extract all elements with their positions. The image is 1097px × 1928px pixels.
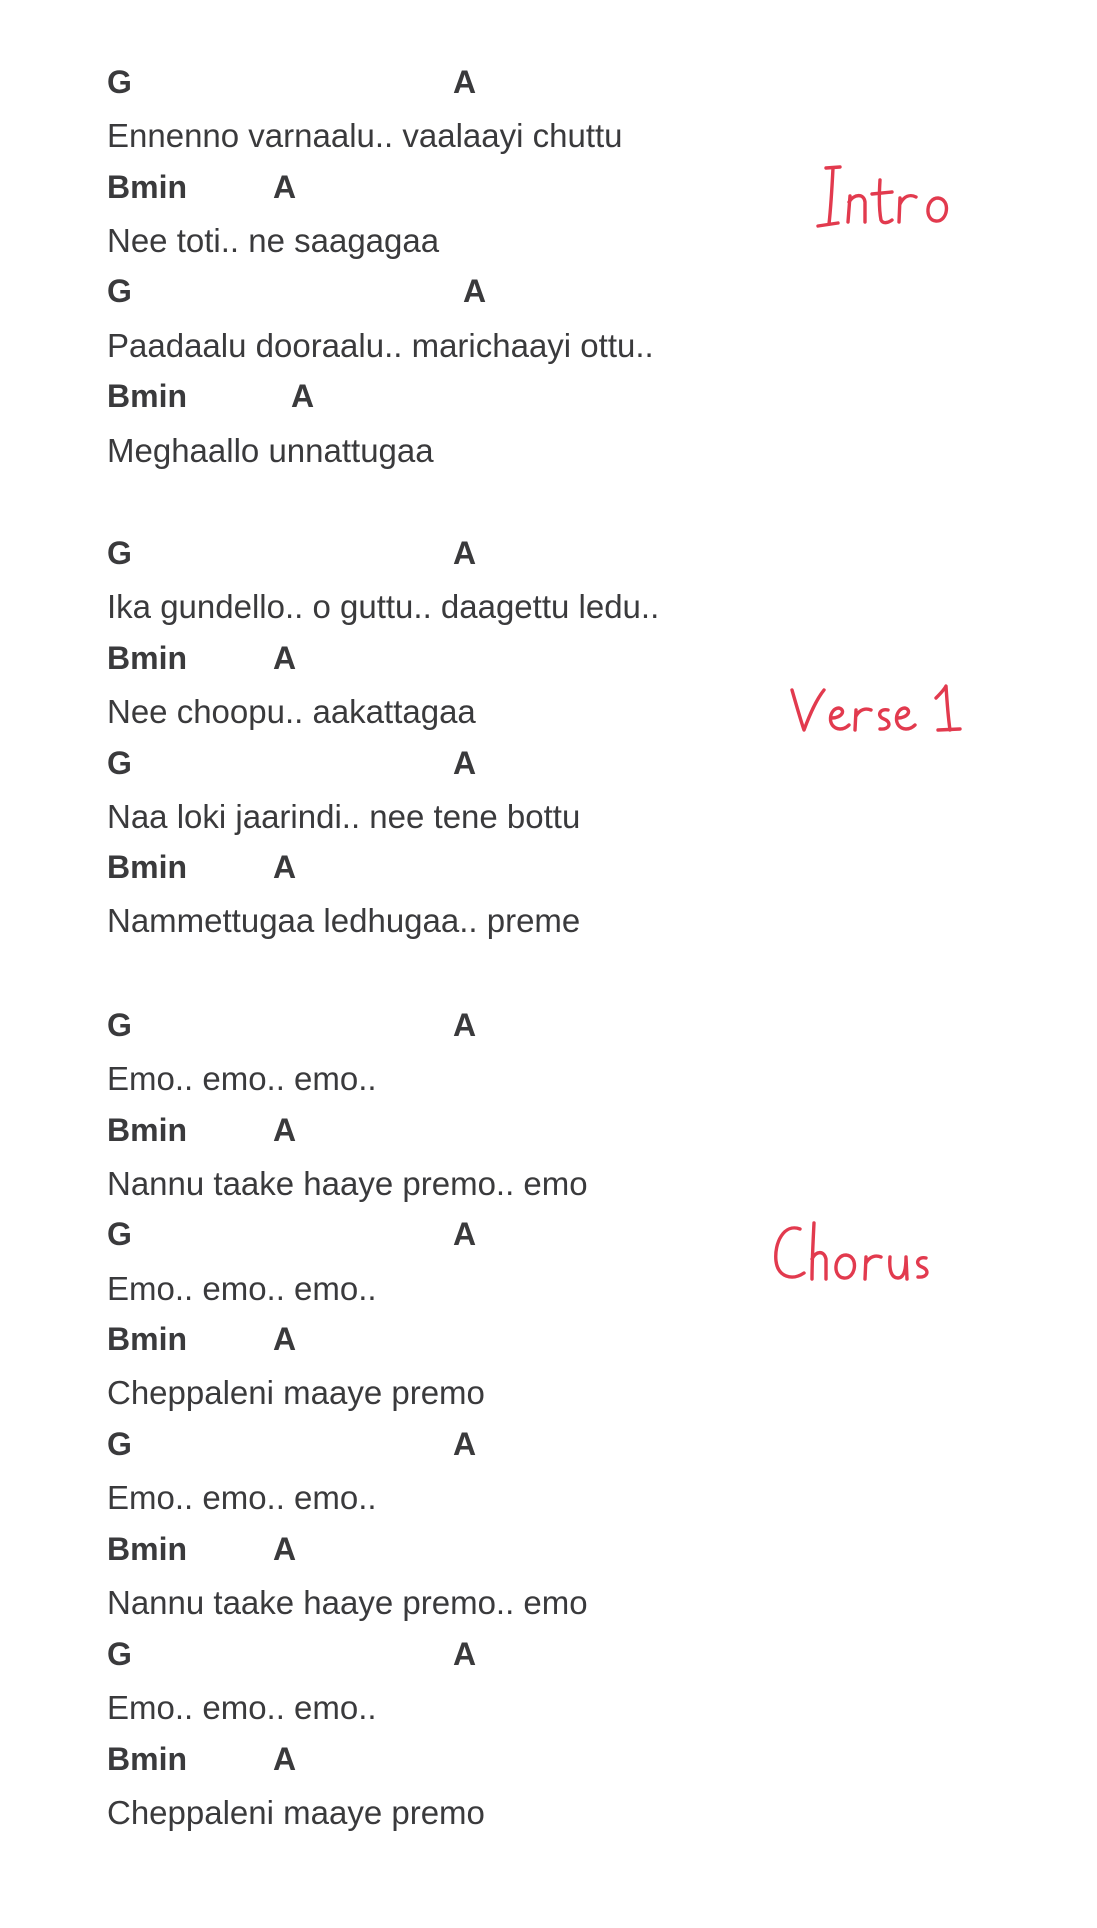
- lyric-line: Emo.. emo.. emo..: [107, 1689, 377, 1726]
- lyric-line: Ennenno varnaalu.. vaalaayi chuttu: [107, 117, 623, 154]
- lyric-line: Nannu taake haaye premo.. emo: [107, 1165, 588, 1202]
- chord: A: [273, 1321, 297, 1357]
- chord-line: [107, 64, 477, 106]
- chord: A: [273, 1741, 297, 1777]
- chord: G: [107, 1636, 132, 1672]
- chord: G: [107, 273, 132, 309]
- lyric-line: Naa loki jaarindi.. nee tene bottu: [107, 798, 581, 835]
- handwritten-intro: [808, 160, 1048, 250]
- chord: Bmin: [107, 1741, 187, 1777]
- lyric-line: Nee toti.. ne saagagaa: [107, 222, 440, 259]
- chord: Bmin: [107, 1531, 187, 1567]
- lyric-line: Meghaallo unnattugaa: [107, 432, 434, 469]
- chord-line: [107, 1636, 477, 1678]
- lyric-line: Paadaalu dooraalu.. marichaayi ottu..: [107, 327, 654, 364]
- chord: A: [453, 1007, 477, 1043]
- chord-line: [107, 640, 297, 682]
- chord: A: [273, 169, 297, 205]
- chord: A: [453, 1216, 477, 1252]
- chord-line: [107, 745, 477, 787]
- chord: A: [463, 273, 487, 309]
- chord: A: [273, 849, 297, 885]
- chord: Bmin: [107, 1112, 187, 1148]
- chord-line: [107, 1531, 297, 1573]
- lyric-line: Cheppaleni maaye premo: [107, 1374, 485, 1411]
- chord: G: [107, 1216, 132, 1252]
- chord: A: [453, 1426, 477, 1462]
- lyric-line: Ika gundello.. o guttu.. daagettu ledu..: [107, 588, 660, 625]
- chord-line: [107, 378, 315, 420]
- chord: Bmin: [107, 1321, 187, 1357]
- chord-line: [107, 1216, 477, 1258]
- chord: G: [107, 745, 132, 781]
- chord-line: [107, 169, 297, 211]
- chord: A: [453, 535, 477, 571]
- chord-line: [107, 849, 297, 891]
- chord: G: [107, 535, 132, 571]
- chord: A: [453, 64, 477, 100]
- chord-line: [107, 1741, 297, 1783]
- lyric-line: Emo.. emo.. emo..: [107, 1060, 377, 1097]
- handwritten-chorus: [764, 1215, 1004, 1305]
- chord-line: [107, 1112, 297, 1154]
- chord: Bmin: [107, 169, 187, 205]
- lyric-line: Emo.. emo.. emo..: [107, 1479, 377, 1516]
- chord-line: [107, 1007, 477, 1049]
- chord: A: [291, 378, 315, 414]
- chord: G: [107, 64, 132, 100]
- chord: A: [453, 745, 477, 781]
- chord-line: [107, 1426, 477, 1468]
- chord: A: [273, 640, 297, 676]
- lyric-line: Emo.. emo.. emo..: [107, 1270, 377, 1307]
- chord: Bmin: [107, 849, 187, 885]
- chord: G: [107, 1426, 132, 1462]
- chord: Bmin: [107, 640, 187, 676]
- chord: G: [107, 1007, 132, 1043]
- chord: Bmin: [107, 378, 187, 414]
- chord: A: [273, 1112, 297, 1148]
- chord: A: [453, 1636, 477, 1672]
- lyric-line: Nee choopu.. aakattagaa: [107, 693, 476, 730]
- chord-line: [107, 273, 487, 315]
- annotation-intro: [808, 160, 1048, 250]
- chord: A: [273, 1531, 297, 1567]
- annotation-verse-1: [784, 668, 1024, 758]
- lyric-line: Nammettugaa ledhugaa.. preme: [107, 902, 581, 939]
- chord-line: [107, 1321, 297, 1363]
- lyric-line: Nannu taake haaye premo.. emo: [107, 1584, 588, 1621]
- annotation-chorus: [764, 1215, 1004, 1305]
- chord-line: [107, 535, 477, 577]
- lyric-line: Cheppaleni maaye premo: [107, 1794, 485, 1831]
- handwritten-verse-1: [784, 668, 1024, 758]
